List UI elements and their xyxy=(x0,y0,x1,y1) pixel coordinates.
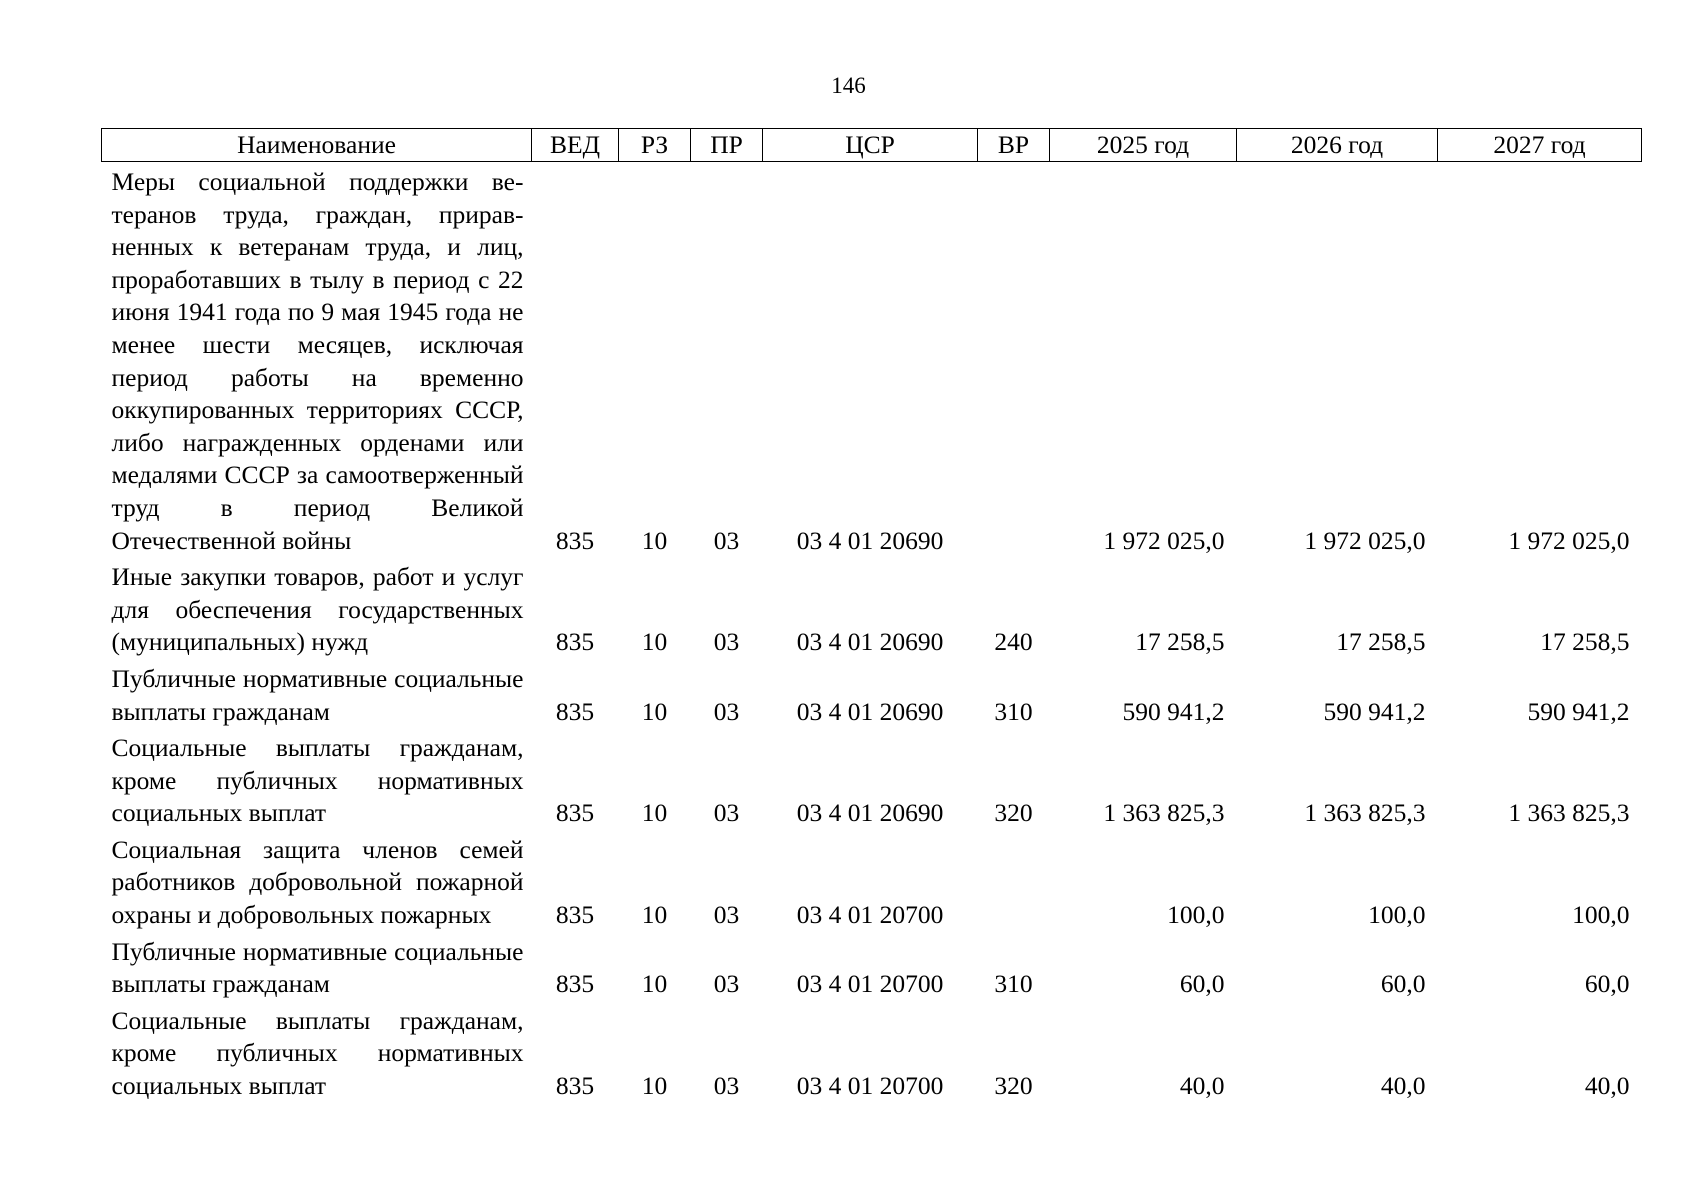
row-pr-cell: 03 xyxy=(713,969,740,999)
row-ved-cell: 835 xyxy=(555,1071,595,1101)
col-header-csr: ЦСР xyxy=(763,129,978,162)
row-rz-cell: 10 xyxy=(641,798,668,828)
row-vr-cell xyxy=(978,162,1050,558)
row-csr-cell: 03 4 01 20690 xyxy=(796,627,944,657)
table-row xyxy=(102,162,1642,558)
row-vr-cell: 320 xyxy=(994,798,1033,828)
row-pr-cell: 03 xyxy=(713,696,740,726)
col-header-2027: 2027 год xyxy=(1438,129,1642,162)
row-pr-cell: 03 xyxy=(713,798,740,828)
row-csr-cell: 03 4 01 20700 xyxy=(796,1071,944,1101)
row-vr-cell: 310 xyxy=(994,696,1033,726)
row-2026-cell: 60,0 xyxy=(1380,969,1426,999)
col-header-2025: 2025 год xyxy=(1050,129,1237,162)
row-pr-cell: 03 xyxy=(713,900,740,930)
row-vr-cell xyxy=(978,830,1050,932)
row-name-cell: Социальные выплаты гражданам, кроме публичных нормативных социальных выплат xyxy=(111,1005,524,1101)
col-header-name: Наименование xyxy=(102,129,532,162)
table-row xyxy=(102,557,1642,659)
row-ved-cell: 835 xyxy=(555,696,595,726)
row-vr-cell: 320 xyxy=(994,1071,1033,1101)
row-2027-cell: 1 972 025,0 xyxy=(1508,525,1630,555)
row-ved-cell: 835 xyxy=(555,969,595,999)
row-csr-cell: 03 4 01 20690 xyxy=(796,696,944,726)
row-name-cell: Социальная защита членов семей работников добровольной пожарной охраны и добровольных пожарных xyxy=(111,834,524,930)
row-2026-cell: 1 972 025,0 xyxy=(1304,525,1426,555)
row-ved-cell: 835 xyxy=(555,525,595,555)
row-2026-cell: 40,0 xyxy=(1380,1071,1426,1101)
row-rz-cell: 10 xyxy=(641,525,668,555)
row-pr-cell: 03 xyxy=(713,627,740,657)
row-ved-cell: 835 xyxy=(555,798,595,828)
row-2026-cell: 590 941,2 xyxy=(1323,696,1426,726)
row-rz-cell: 10 xyxy=(641,627,668,657)
row-ved-cell: 835 xyxy=(555,627,595,657)
row-2027-cell: 40,0 xyxy=(1584,1071,1630,1101)
row-csr-cell: 03 4 01 20690 xyxy=(796,798,944,828)
row-2025-cell: 1 363 825,3 xyxy=(1103,798,1225,828)
row-rz-cell: 10 xyxy=(641,696,668,726)
col-header-2026: 2026 год xyxy=(1237,129,1438,162)
budget-table xyxy=(101,128,1642,1103)
header-row xyxy=(102,129,1642,162)
row-rz-cell: 10 xyxy=(641,969,668,999)
row-name-cell: Меры социальной поддержки ветеранов труда, граждан, приравненных к ветеранам труда, и лиц, проработавших в тылу в период с 22 июня 1941 года по 9 мая 1945 года не менее шести месяцев, исключая период работы на временно оккупированных территориях СССР, либо награжденных орденами или медалями СССР за самоотверженный труд в период Великой Отечественной войны xyxy=(111,167,524,555)
row-vr-cell: 310 xyxy=(994,969,1033,999)
row-2027-cell: 60,0 xyxy=(1584,969,1630,999)
table-header xyxy=(102,129,1642,162)
table-row xyxy=(102,830,1642,932)
row-name-cell: Иные закупки товаров, работ и услуг для обеспечения государственных (муниципальных) нужд xyxy=(111,562,524,657)
table-row xyxy=(102,659,1642,728)
table-row xyxy=(102,728,1642,830)
row-2025-cell: 40,0 xyxy=(1179,1071,1225,1101)
row-rz-cell: 10 xyxy=(641,1071,668,1101)
row-2026-cell: 17 258,5 xyxy=(1336,627,1426,657)
row-2026-cell: 1 363 825,3 xyxy=(1304,798,1426,828)
row-2027-cell: 590 941,2 xyxy=(1527,696,1630,726)
row-2025-cell: 17 258,5 xyxy=(1135,627,1225,657)
table-row xyxy=(102,1001,1642,1103)
row-csr-cell: 03 4 01 20690 xyxy=(796,525,944,555)
row-2027-cell: 17 258,5 xyxy=(1540,627,1630,657)
row-2027-cell: 1 363 825,3 xyxy=(1508,798,1630,828)
row-vr-cell: 240 xyxy=(994,627,1033,657)
row-csr-cell: 03 4 01 20700 xyxy=(796,969,944,999)
table-body xyxy=(102,162,1642,1103)
row-name-cell: Социальные выплаты гражданам, кроме публичных нормативных социальных выплат xyxy=(111,733,524,828)
row-ved-cell: 835 xyxy=(555,900,595,930)
page-number: 146 xyxy=(831,73,866,98)
table-row xyxy=(102,932,1642,1001)
row-2025-cell: 60,0 xyxy=(1179,969,1225,999)
row-csr-cell: 03 4 01 20700 xyxy=(796,900,944,930)
row-2026-cell: 100,0 xyxy=(1368,900,1426,930)
row-pr-cell: 03 xyxy=(713,525,740,555)
col-header-ved: ВЕД xyxy=(532,129,619,162)
row-pr-cell: 03 xyxy=(713,1071,740,1101)
col-header-pr: ПР xyxy=(691,129,763,162)
row-2027-cell: 100,0 xyxy=(1572,900,1630,930)
col-header-vr: ВР xyxy=(978,129,1050,162)
row-name-cell: Публичные нормативные социальные выплаты гражданам xyxy=(111,663,524,726)
row-2025-cell: 1 972 025,0 xyxy=(1103,525,1225,555)
col-header-rz: РЗ xyxy=(619,129,691,162)
row-name-cell: Публичные нормативные социальные выплаты гражданам xyxy=(111,936,524,999)
row-2025-cell: 100,0 xyxy=(1167,900,1225,930)
row-rz-cell: 10 xyxy=(641,900,668,930)
row-2025-cell: 590 941,2 xyxy=(1122,696,1225,726)
